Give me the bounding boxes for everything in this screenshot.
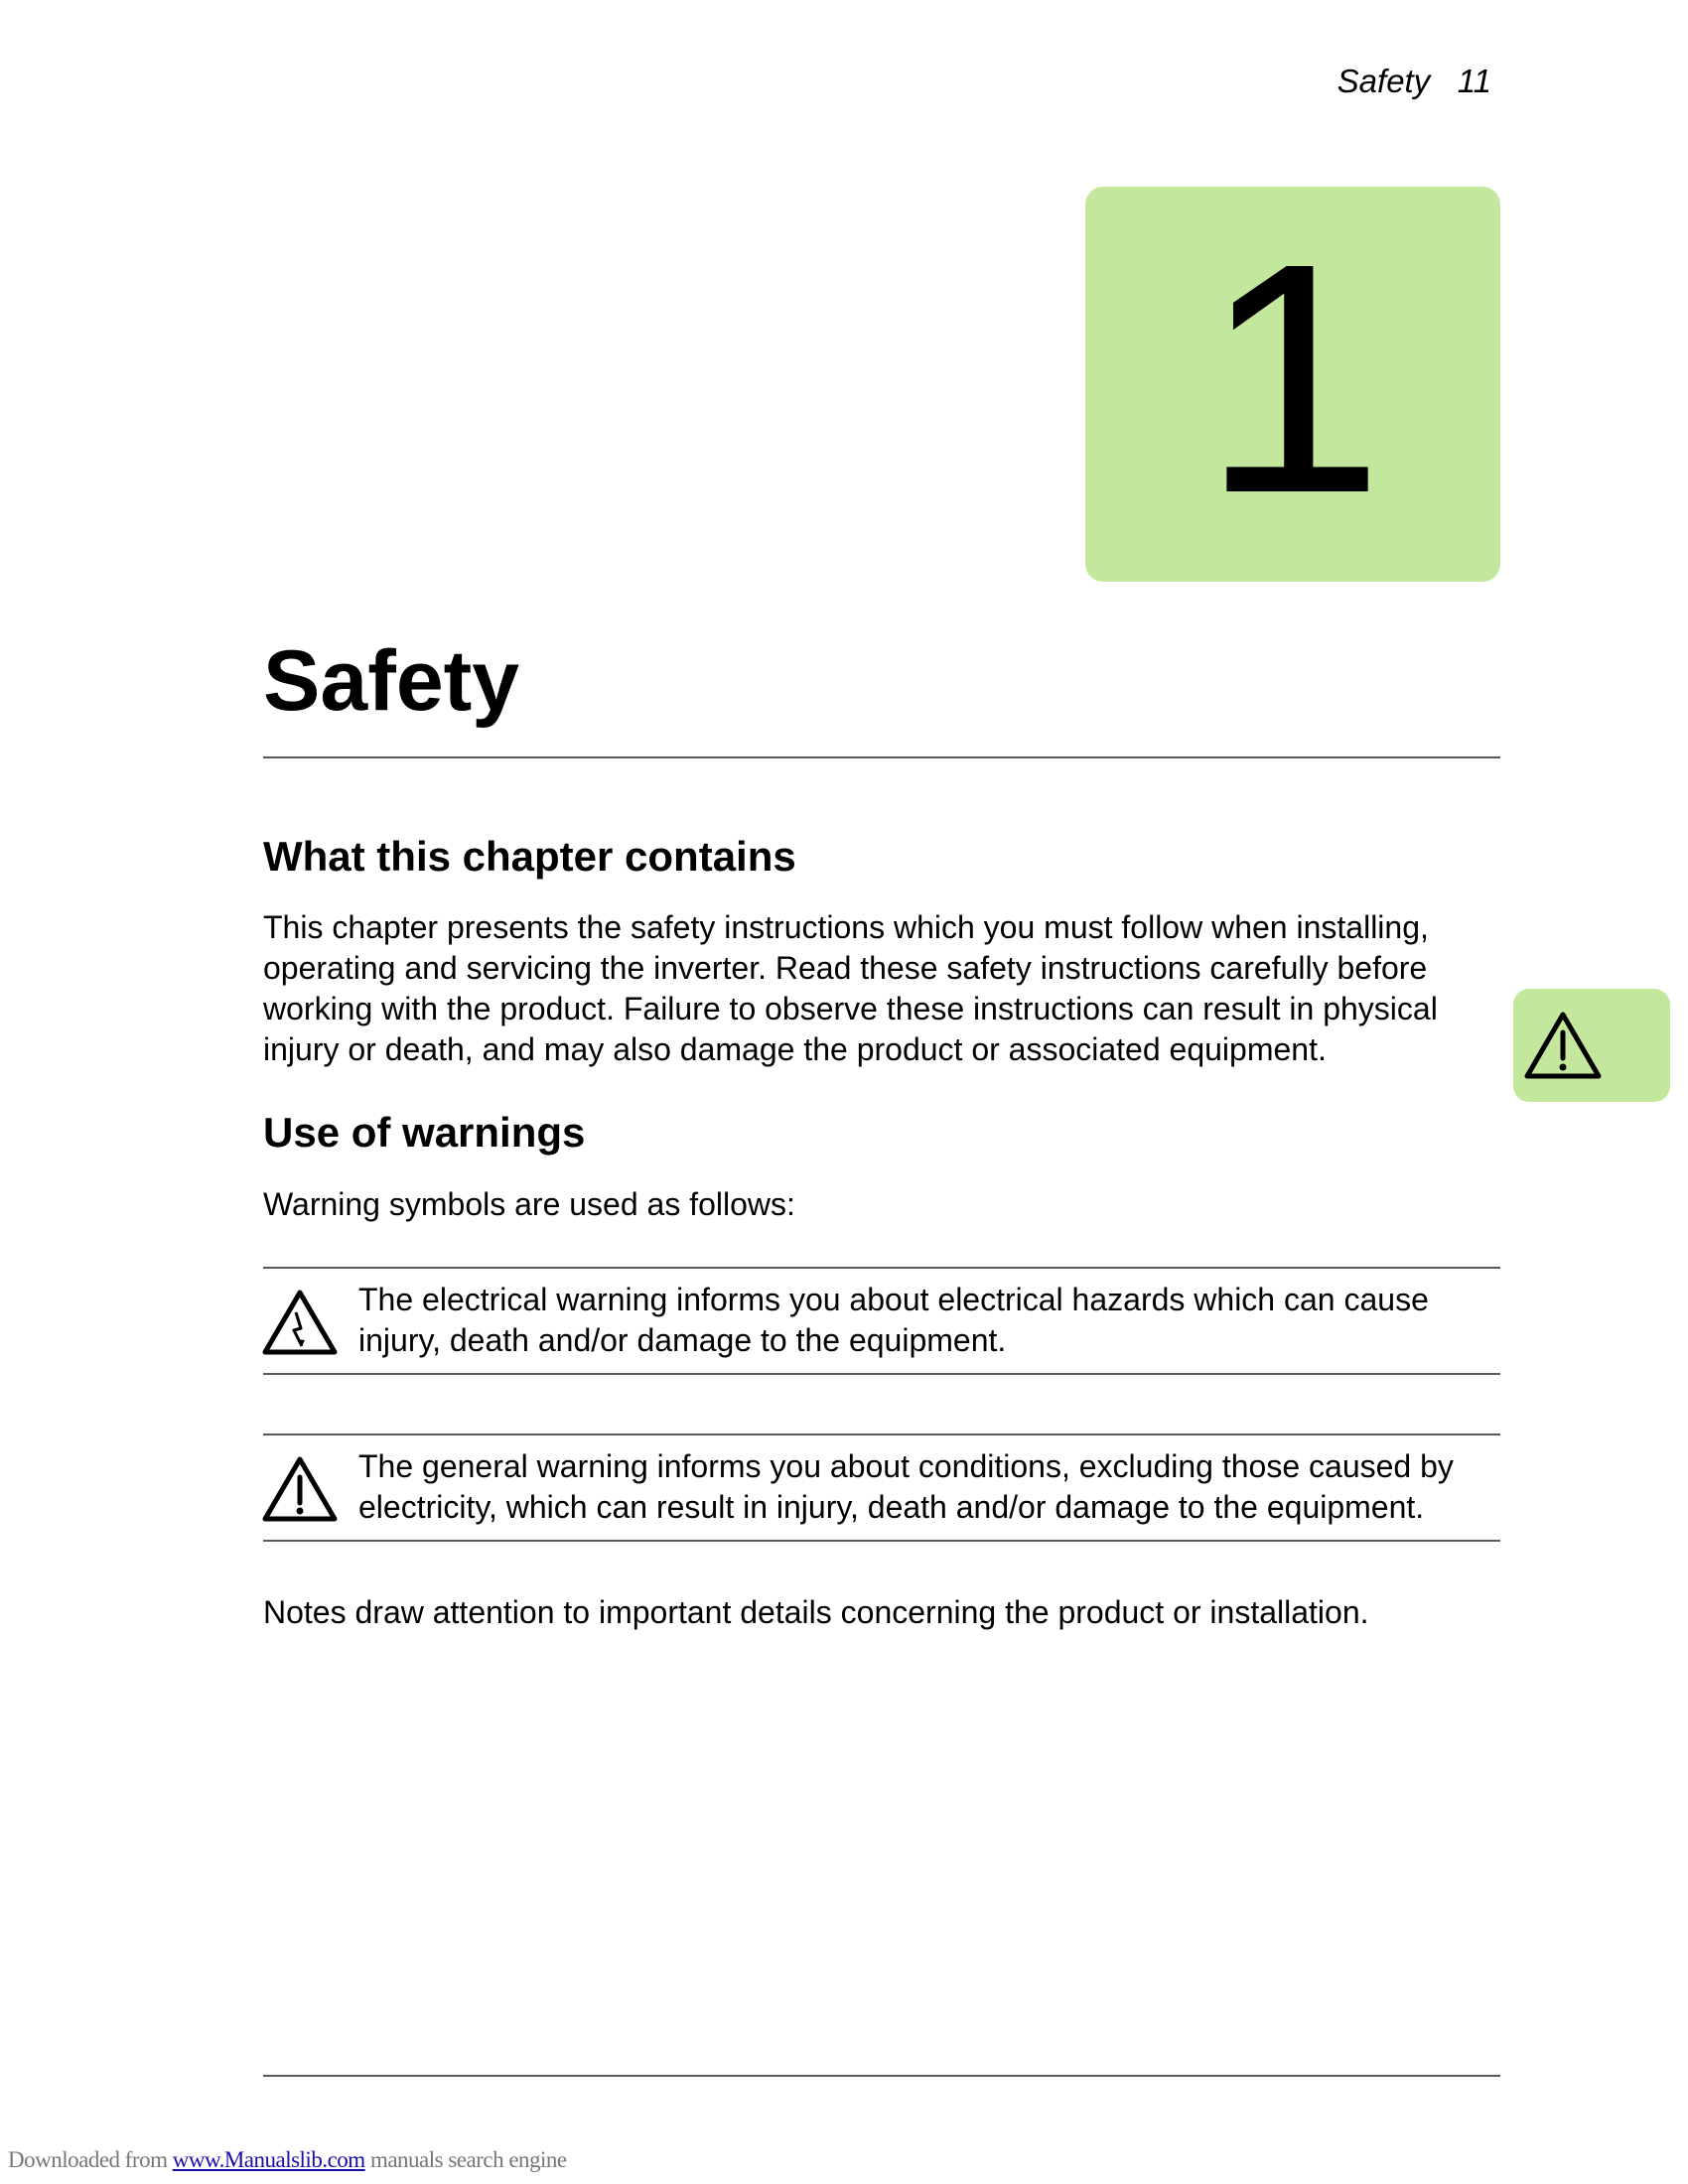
section-heading-contents: What this chapter contains: [263, 833, 796, 880]
footer-divider: [263, 2075, 1500, 2077]
download-footer: [8, 2146, 567, 2174]
electrical-warning-icon: [262, 1289, 338, 1356]
manualslib-link[interactable]: www.Manualslib.com: [172, 2147, 365, 2172]
general-warning-bottom-rule: [263, 1540, 1500, 1542]
chapter-number-box: [1085, 187, 1500, 582]
side-tab-safety: [1513, 989, 1670, 1102]
general-warning-text: The general warning informs you about conditions, excluding those caused by electricity, which can result in injury, death and/or damage to the equipment.: [358, 1448, 1454, 1525]
notes-paragraph: Notes draw attention to important details concerning the product or installation.: [263, 1594, 1369, 1630]
footer-prefix: Downloaded from: [8, 2147, 173, 2172]
page-header: [1337, 62, 1491, 101]
electrical-warning-bottom-rule: [263, 1373, 1500, 1375]
electrical-warning-top-rule: [263, 1267, 1500, 1269]
header-section: Safety: [1336, 63, 1431, 99]
warnings-intro: Warning symbols are used as follows:: [263, 1186, 795, 1222]
warning-triangle-icon: [1523, 1011, 1603, 1080]
contents-paragraph: This chapter presents the safety instructions which you must follow when installing, operating and servicing the inverter. Read these safety instructions carefully before working with the product. Failure to observe these instructions can result in physical injury or death, and may also damage the product or associated equipment.: [263, 909, 1438, 1067]
general-warning-top-rule: [263, 1433, 1500, 1435]
general-warning-icon: [262, 1455, 338, 1523]
electrical-warning-text: The electrical warning informs you about electrical hazards which can cause injury, death and/or damage to the equipment.: [358, 1282, 1429, 1358]
footer-suffix: manuals search engine: [364, 2147, 567, 2172]
title-divider: [263, 756, 1500, 758]
section-heading-warnings: Use of warnings: [263, 1109, 586, 1156]
header-page-number: 11: [1457, 63, 1491, 99]
chapter-number: 1: [1201, 195, 1384, 561]
chapter-title: Safety: [263, 633, 520, 729]
